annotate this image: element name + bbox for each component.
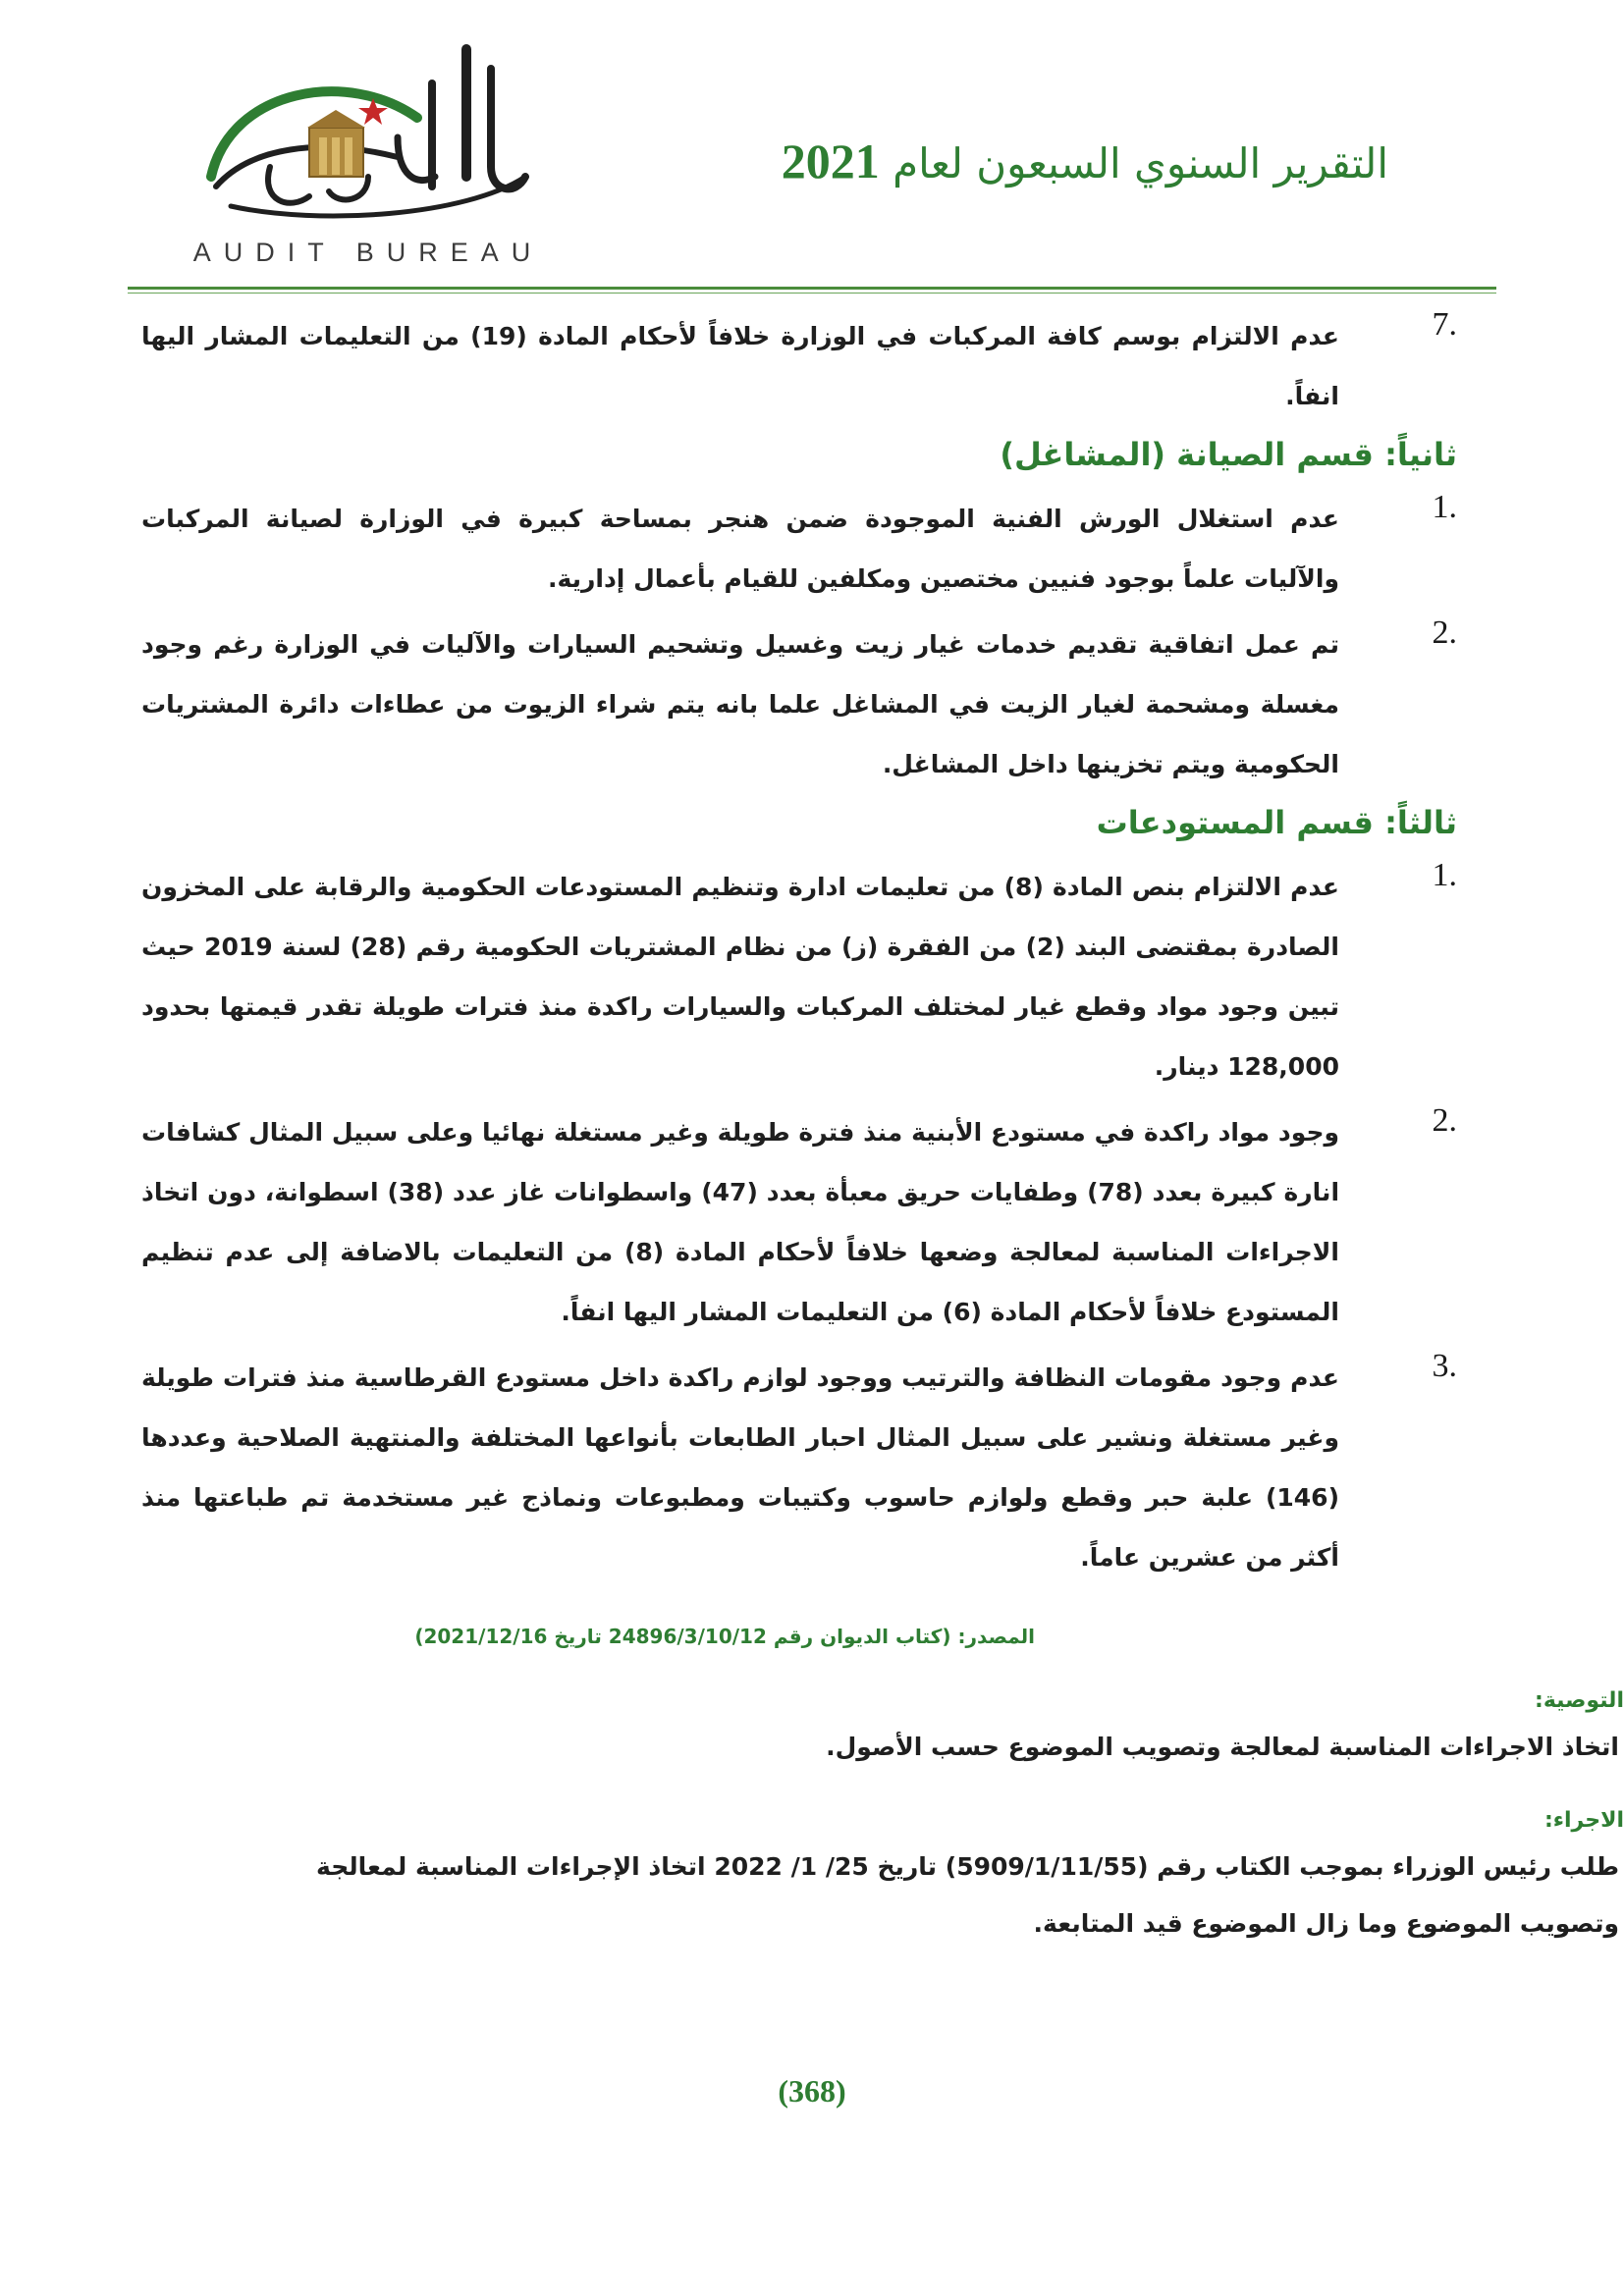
item-text: عدم الالتزام بوسم كافة المركبات في الوزارة خلافاً لأحكام المادة (19) من التعليمات المشار اليها انفاً. (141, 322, 1339, 410)
item-number: 1. (1432, 489, 1457, 525)
logo-caption: AUDIT BUREAU (192, 238, 544, 267)
action-label: الاجراء: (1543, 1808, 1624, 1833)
list-item (102, 489, 1496, 609)
report-year: 2021 (781, 133, 880, 188)
item-number: 2. (1432, 614, 1457, 651)
item-text: وجود مواد راكدة في مستودع الأبنية منذ فترة طويلة وغير مستغلة نهائيا وعلى سبيل المثال كشافات انارة كبيرة بعدد (78) وطفايات حريق معبأة بعدد (47) واسطوانات غاز عدد (38) اسطوانة، دون اتخاذ الاجراءات المناسبة لمعالجة وضعها خلافاً لأحكام المادة (8) من التعليمات بالاضافة إلى عدم تنظيم المستودع خلافاً لأحكام المادة (6) من التعليمات المشار اليها انفاً. (141, 1118, 1340, 1326)
list-item (102, 1348, 1496, 1587)
item-text: عدم الالتزام بنص المادة (8) من تعليمات ادارة وتنظيم المستودعات الحكومية والرقابة على المخزون الصادرة بمقتضى البند (2) من الفقرة (ز) من نظام المشتريات الحكومية رقم (28) لسنة 2019 حيث تبين وجود مواد وقطع غيار لمختلف المركبات والسيارات راكدة منذ فترات طويلة تقدر قيمتها بحدود 128,000 دينار. (141, 873, 1340, 1081)
item-text: عدم استغلال الورش الفنية الموجودة ضمن هنجر بمساحة كبيرة في الوزارة لصيانة المركبات والآليات علماً بوجود فنيين مختصين ومكلفين للقيام بأعمال إدارية. (141, 505, 1339, 593)
list-item (102, 306, 1496, 426)
report-title (782, 133, 1388, 189)
report-title-text: التقرير السنوي السبعون لعام (893, 139, 1388, 187)
section-heading-warehouses: ثالثاً: قسم المستودعات (1096, 804, 1457, 841)
item-number: 2. (1432, 1102, 1457, 1139)
audit-bureau-emblem (172, 29, 565, 236)
page-number: (368) (778, 2073, 846, 2109)
audit-bureau-logo (172, 29, 565, 265)
header-rule-thin (128, 293, 1496, 294)
action-text: طلب رئيس الوزراء بموجب الكتاب رقم (5909/1/11/55) تاريخ 25/ 1/ 2022 اتخاذ الإجراءات المناسبة لمعالجة وتصويب الموضوع وما زال الموضوع قيد المتابعة. (316, 1852, 1619, 1938)
list-item (102, 1102, 1496, 1342)
item-number: 7. (1432, 306, 1457, 343)
header-rule (128, 287, 1496, 290)
item-number: 1. (1432, 857, 1457, 893)
recommendation-text: اتخاذ الاجراءات المناسبة لمعالجة وتصويب الموضوع حسب الأصول. (826, 1733, 1619, 1761)
source-citation: المصدر: (كتاب الديوان رقم 24896/3/10/12 تاريخ 2021/12/16) (414, 1625, 1035, 1648)
recommendation-label: التوصية: (1535, 1688, 1624, 1713)
list-item (102, 614, 1496, 794)
item-text: تم عمل اتفاقية تقديم خدمات غيار زيت وغسيل وتشحيم السيارات والآليات في الوزارة رغم وجود مغسلة ومشحمة لغيار الزيت في المشاغل علما بانه يتم شراء الزيوت من عطاءات دائرة المشتريات الحكومية ويتم تخزينها داخل المشاغل. (141, 630, 1339, 778)
item-text: عدم وجود مقومات النظافة والترتيب ووجود لوازم راكدة داخل مستودع القرطاسية منذ فترات طويلة وغير مستغلة ونشير على سبيل المثال احبار الطابعات بأنواعها المختلفة والمنتهية الصلاحية وعددها (146) علبة حبر وقطع ولوازم حاسوب وكتيبات ومطبوعات ونماذج غير مستخدمة تم طباعتها منذ أكثر من عشرين عاماً. (141, 1363, 1339, 1572)
page-header (0, 0, 1624, 294)
list-item (102, 857, 1496, 1096)
item-number: 3. (1432, 1348, 1457, 1384)
section-heading-maintenance: ثانياً: قسم الصيانة (المشاغل) (1000, 436, 1457, 473)
page-content (102, 306, 1624, 1952)
